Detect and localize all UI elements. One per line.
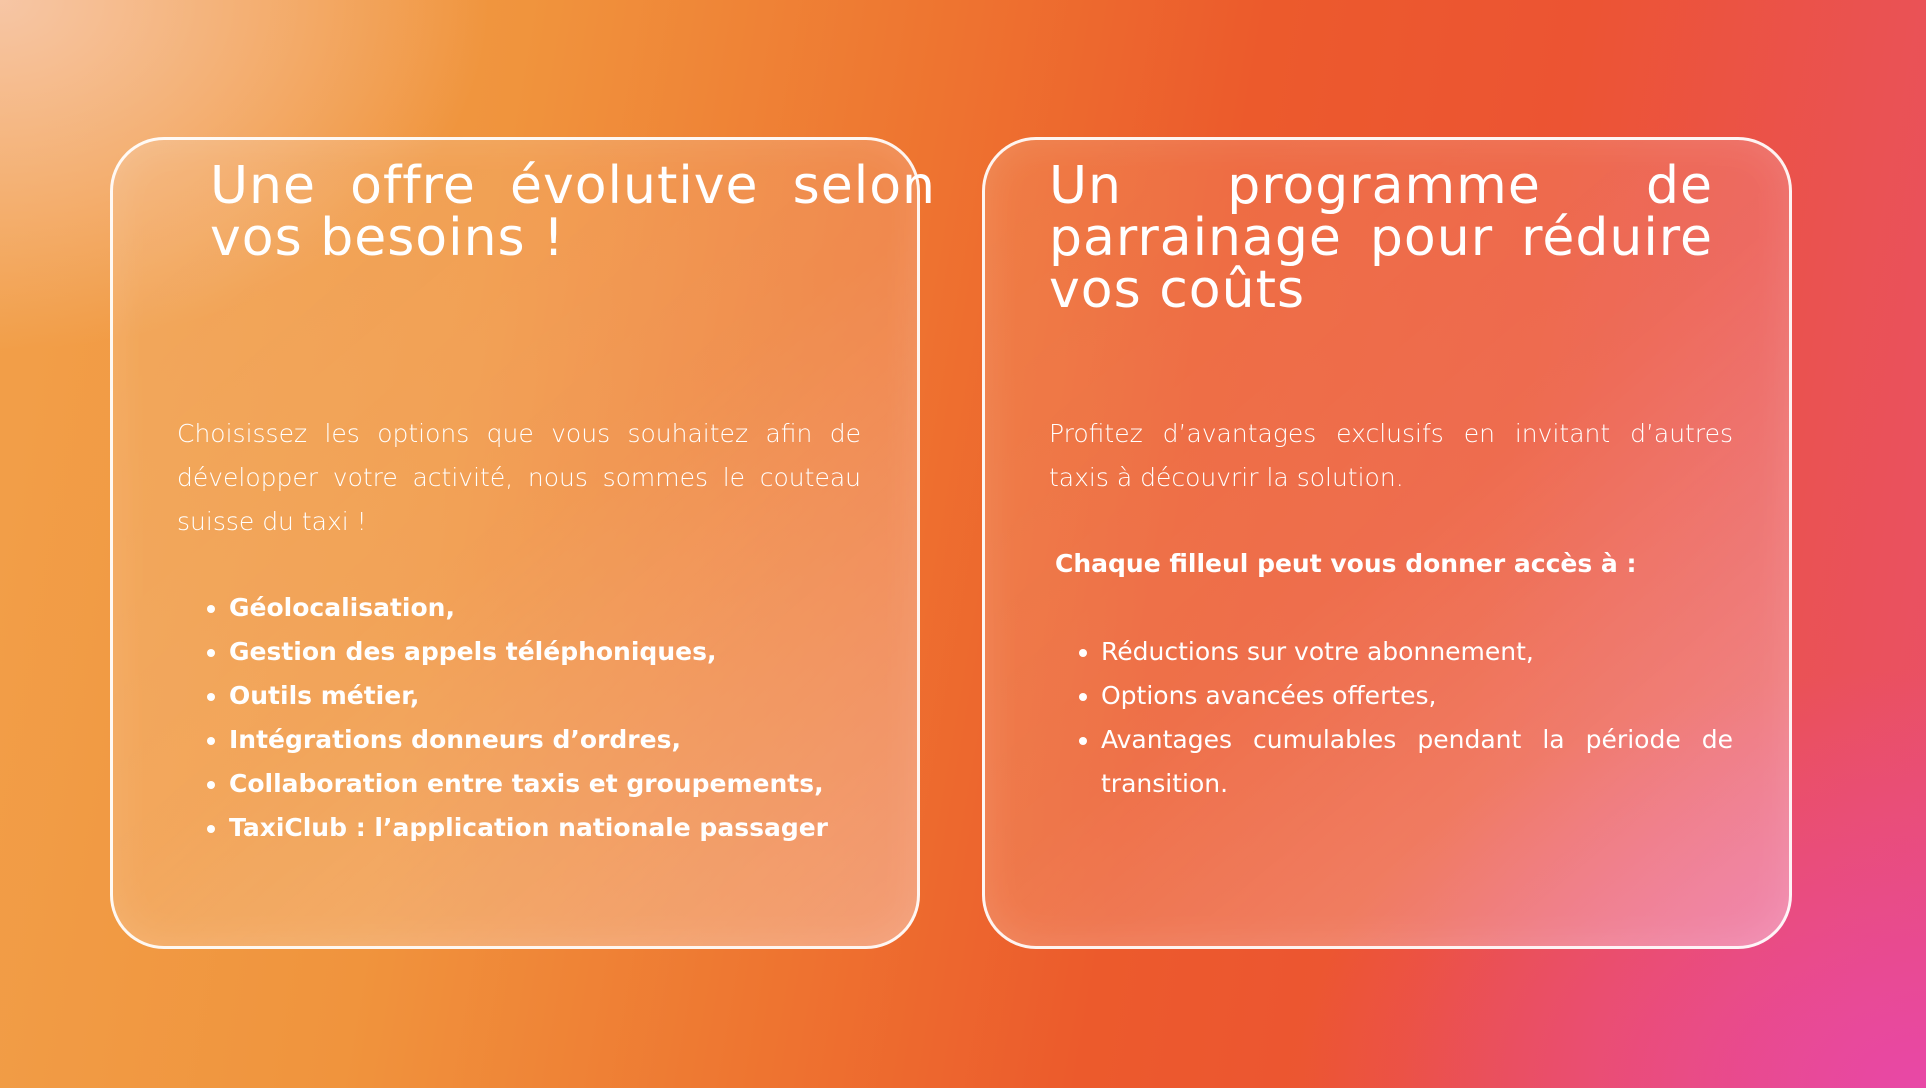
- offer-card: [110, 137, 936, 949]
- bullet-icon: [207, 737, 215, 745]
- list-item: [203, 674, 853, 718]
- bullet-icon: [207, 825, 215, 833]
- list-item: [203, 586, 853, 630]
- list-item-label: Réductions sur votre abonnement,: [1101, 637, 1534, 666]
- referral-card-description: Profitez d’avantages exclusifs en invitant d’autres taxis à découvrir la solution.: [1049, 419, 1733, 492]
- list-item-label: Outils métier,: [229, 681, 420, 710]
- list-item-label: Gestion des appels téléphoniques,: [229, 637, 717, 666]
- list-item: [203, 718, 853, 762]
- bullet-icon: [1079, 693, 1087, 701]
- list-item: [1075, 674, 1733, 718]
- list-item: [203, 630, 853, 674]
- bullet-icon: [207, 781, 215, 789]
- referral-card-title: Un programme de parrainage pour réduire vos coûts: [1049, 156, 1713, 320]
- referral-card: [982, 137, 1792, 949]
- referral-benefits-list: [1075, 630, 1733, 806]
- list-item-label: Options avancées offertes,: [1101, 681, 1437, 710]
- offer-card-title: Une offre évolutive selon vos besoins !: [210, 156, 936, 268]
- list-item-label: Collaboration entre taxis et groupements,: [229, 769, 824, 798]
- list-item-label: Géolocalisation,: [229, 593, 455, 622]
- list-item-label: TaxiClub : l’application nationale passager: [229, 813, 828, 842]
- list-item: [203, 762, 853, 806]
- offer-options-list: [203, 586, 853, 850]
- offer-card-description: Choisissez les options que vous souhaitez afin de développer votre activité, nous sommes le couteau suisse du taxi !: [177, 419, 861, 536]
- bullet-icon: [1079, 649, 1087, 657]
- list-item: [1075, 630, 1733, 674]
- bullet-icon: [207, 693, 215, 701]
- bullet-icon: [1079, 737, 1087, 745]
- bullet-icon: [207, 649, 215, 657]
- list-item-label: Avantages cumulables pendant la période de transition.: [1101, 725, 1733, 798]
- list-item: [203, 806, 853, 850]
- bullet-icon: [207, 605, 215, 613]
- referral-card-subheading: Chaque filleul peut vous donner accès à :: [1055, 549, 1637, 578]
- list-item: [1075, 718, 1733, 806]
- list-item-label: Intégrations donneurs d’ordres,: [229, 725, 681, 754]
